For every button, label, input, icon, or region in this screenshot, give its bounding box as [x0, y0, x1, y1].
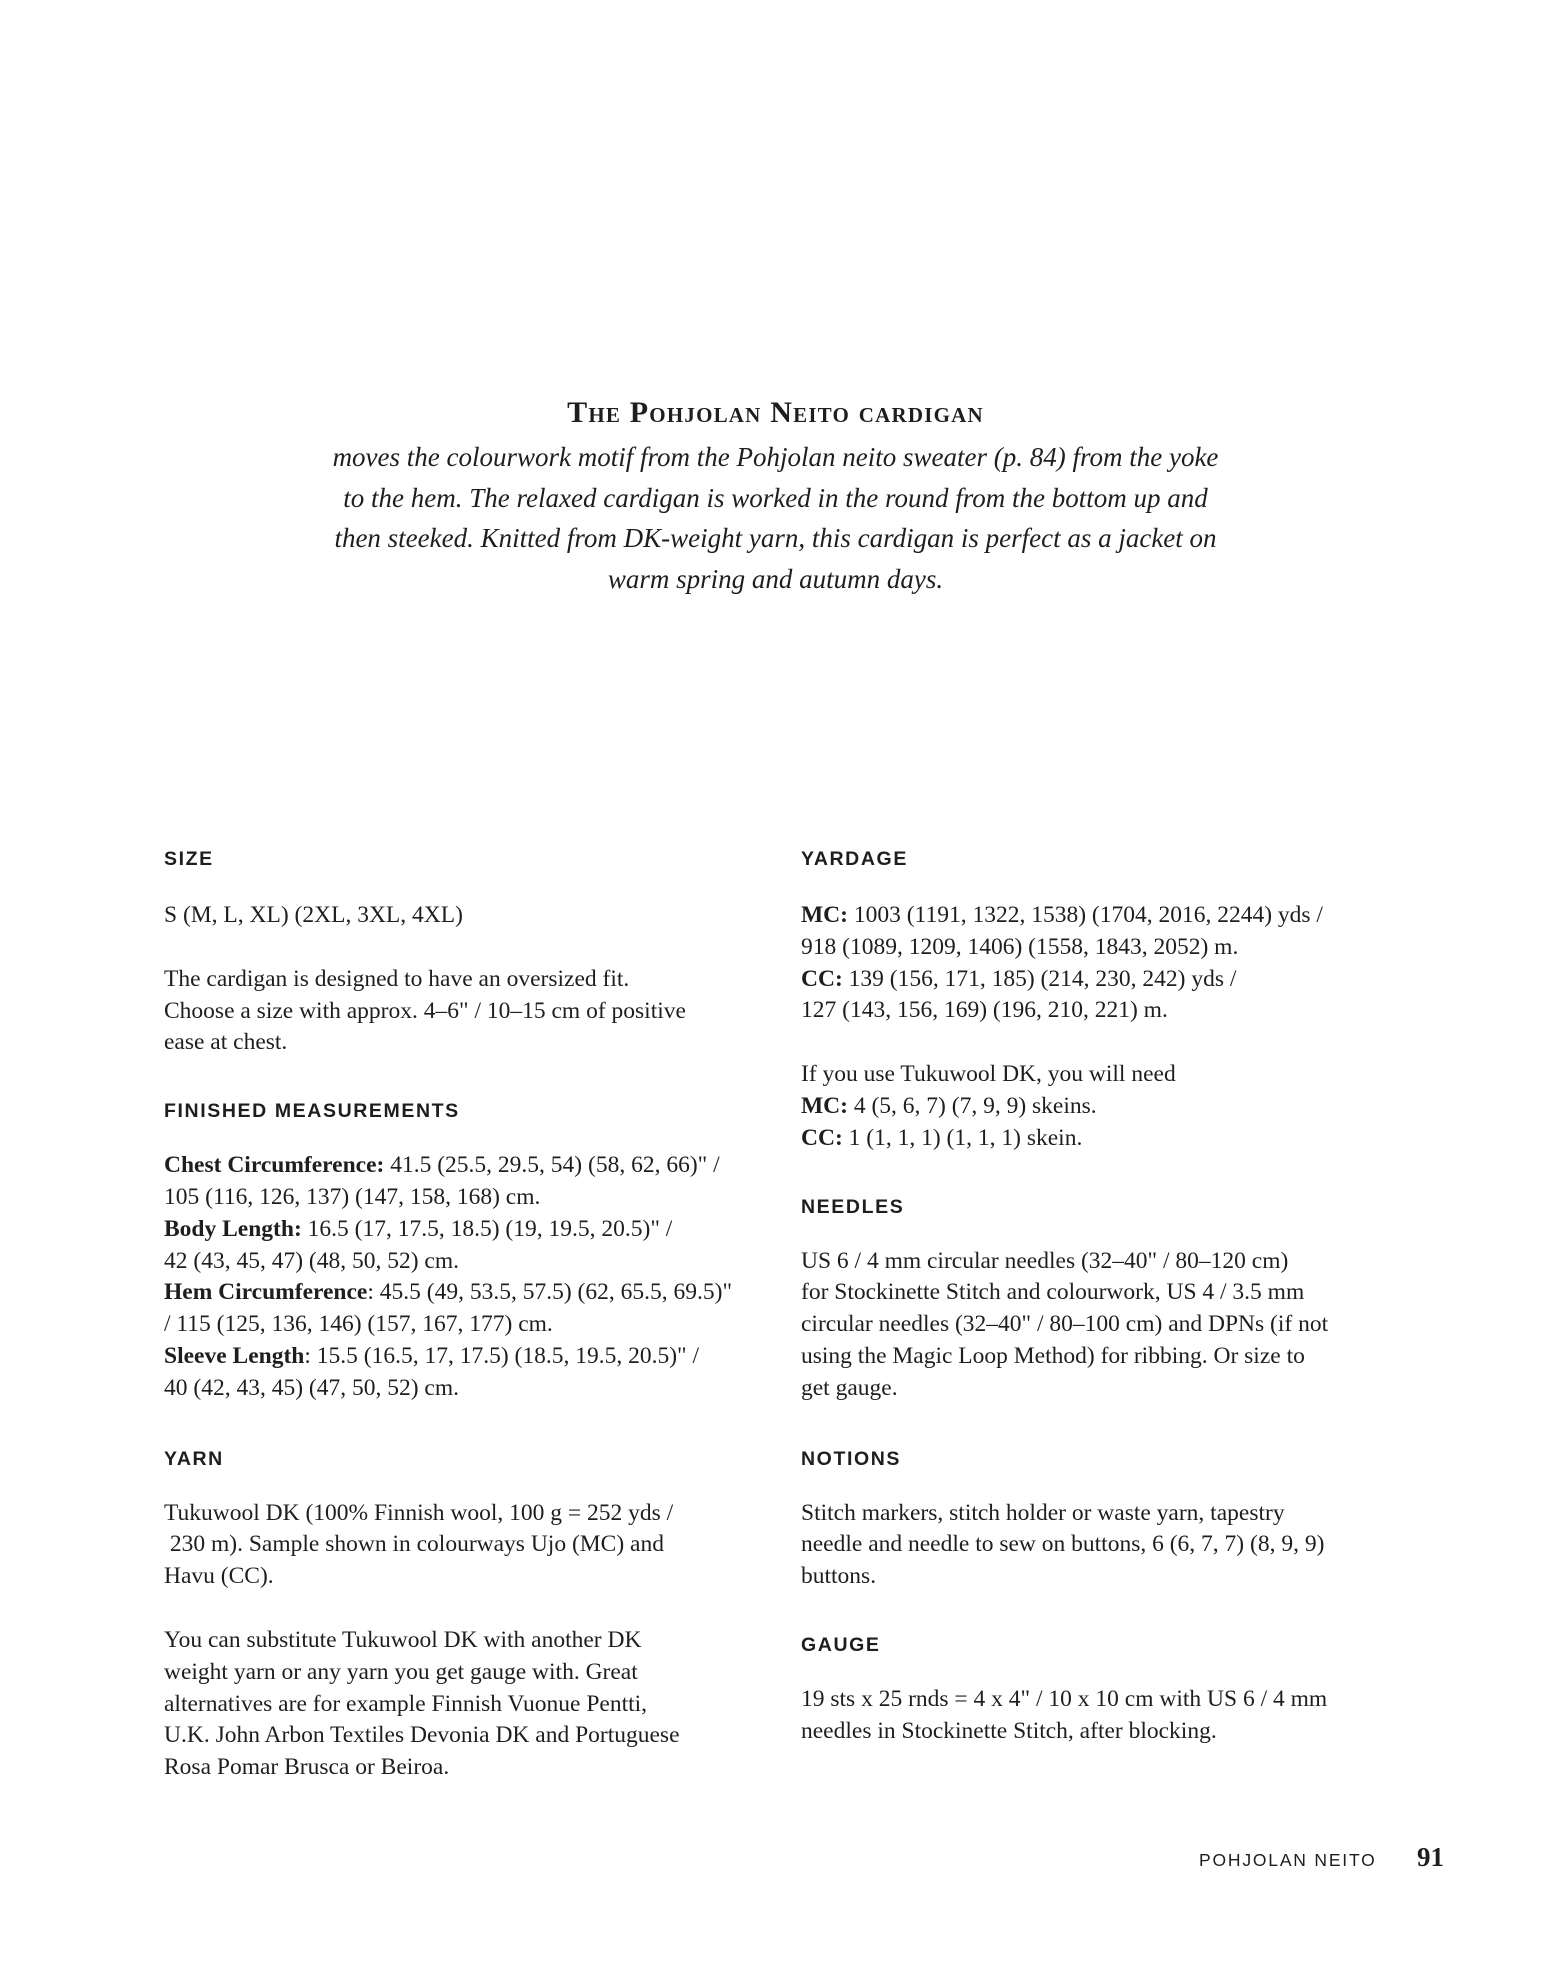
body-label: Body Length:: [164, 1215, 302, 1242]
intro-line: warm spring and autumn days.: [607, 563, 944, 594]
text-line: Rosa Pomar Brusca or Beiroa.: [164, 1754, 450, 1781]
text-line: for Stockinette Stitch and colourwork, US 4 / 3.5 mm: [801, 1279, 1305, 1306]
measurements-list: [164, 1150, 764, 1404]
mc-label: MC:: [801, 902, 848, 928]
size-list: S (M, L, XL) (2XL, 3XL, 4XL): [164, 902, 463, 928]
intro-block: [300, 393, 1251, 599]
text-line: Stitch markers, stitch holder or waste yarn, tapestry: [801, 1499, 1285, 1526]
text-line: using the Magic Loop Method) for ribbing. Or size to: [801, 1342, 1305, 1369]
text-line: 230 m). Sample shown in colourways Ujo (MC) and: [164, 1531, 664, 1558]
cc-label: CC:: [801, 1124, 843, 1151]
text-line: circular needles (32–40" / 80–100 cm) and DPNs (if not: [801, 1311, 1329, 1338]
intro-line: to the hem. The relaxed cardigan is worked in the round from the bottom up and: [343, 482, 1208, 513]
measurements-heading: FINISHED MEASUREMENTS: [164, 1100, 460, 1123]
chest-circumference-line: [164, 1150, 764, 1182]
intro-description: [300, 437, 1251, 599]
needles-description: [801, 1246, 1401, 1405]
hem-label: Hem Circumference: [164, 1279, 368, 1306]
yardage-heading: YARDAGE: [801, 848, 908, 870]
body-length-line: [164, 1214, 764, 1246]
text-line: U.K. John Arbon Textiles Devonia DK and Portuguese: [164, 1722, 680, 1749]
right-column: [801, 846, 1401, 1748]
mc-skeins-line: [801, 1091, 1401, 1123]
text-line: ease at chest.: [164, 1029, 288, 1056]
page-number: 91: [1417, 1842, 1444, 1872]
pattern-title: The Pohjolan Neito cardigan: [567, 396, 984, 429]
body-value: 16.5 (17, 17.5, 18.5) (19, 19.5, 20.5)" /: [301, 1215, 673, 1242]
sleeve-label: Sleeve Length: [164, 1342, 305, 1369]
cc-skeins-value: 1 (1, 1, 1) (1, 1, 1) skein.: [842, 1124, 1083, 1151]
text-line: 19 sts x 25 rnds = 4 x 4" / 10 x 10 cm with US 6 / 4 mm: [801, 1685, 1328, 1712]
mc-yardage-value: 1003 (1191, 1322, 1538) (1704, 2016, 2244) yds /: [847, 902, 1323, 928]
sleeve-value-cm: 40 (42, 43, 45) (47, 50, 52) cm.: [164, 1374, 460, 1401]
chest-label: Chest Circumference:: [164, 1152, 385, 1179]
running-footer: POHJOLAN NEITO: [1199, 1850, 1377, 1870]
hem-circumference-line: [164, 1277, 764, 1309]
needles-heading: NEEDLES: [801, 1195, 905, 1218]
mc-skeins-value: 4 (5, 6, 7) (7, 9, 9) skeins.: [847, 1092, 1097, 1119]
text-line: You can substitute Tukuwool DK with another DK: [164, 1626, 642, 1653]
hem-value-cm: / 115 (125, 136, 146) (157, 167, 177) cm.: [164, 1311, 553, 1338]
notions-description: [801, 1498, 1401, 1593]
body-value-cm: 42 (43, 45, 47) (48, 50, 52) cm.: [164, 1247, 460, 1274]
hem-value: : 45.5 (49, 53.5, 57.5) (62, 65.5, 69.5)": [367, 1279, 733, 1306]
text-line: Tukuwool DK (100% Finnish wool, 100 g = 252 yds /: [164, 1499, 674, 1526]
sleeve-value: : 15.5 (16.5, 17, 17.5) (18.5, 19.5, 20.5)" /: [304, 1342, 700, 1369]
sleeve-length-line: [164, 1341, 764, 1373]
text-line: If you use Tukuwool DK, you will need: [801, 1061, 1176, 1088]
size-fit-note: [164, 964, 764, 1059]
notions-heading: NOTIONS: [801, 1447, 902, 1470]
text-line: needle and needle to sew on buttons, 6 (6, 7, 7) (8, 9, 9): [801, 1531, 1325, 1558]
intro-line: moves the colourwork motif from the Pohjolan neito sweater (p. 84) from the yoke: [332, 442, 1219, 472]
text-line: weight yarn or any yarn you get gauge with. Great: [164, 1658, 638, 1685]
yardage-skeins: [801, 1059, 1401, 1154]
text-line: alternatives are for example Finnish Vuonue Pentti,: [164, 1690, 648, 1717]
chest-value: 41.5 (25.5, 29.5, 54) (58, 62, 66)" /: [384, 1152, 720, 1179]
cc-skeins-line: [801, 1123, 1401, 1155]
text-line: needles in Stockinette Stitch, after blocking.: [801, 1717, 1217, 1744]
text-line: The cardigan is designed to have an oversized fit.: [164, 965, 630, 992]
cc-yardage-value: 139 (156, 171, 185) (214, 230, 242) yds /: [842, 965, 1237, 992]
yarn-heading: YARN: [164, 1447, 224, 1470]
intro-line: then steeked. Knitted from DK-weight yarn, this cardigan is perfect as a jacket on: [334, 523, 1217, 553]
text-line: get gauge.: [801, 1374, 898, 1401]
size-heading: SIZE: [164, 848, 214, 870]
cc-yardage-line: [801, 964, 1401, 996]
text-line: Havu (CC).: [164, 1563, 274, 1590]
yardage-amounts: [801, 900, 1401, 1027]
left-column: [164, 846, 764, 1784]
mc-label: MC:: [801, 1092, 848, 1119]
yarn-description: [164, 1498, 764, 1593]
chest-value-cm: 105 (116, 126, 137) (147, 158, 168) cm.: [164, 1183, 541, 1210]
cc-yardage-meters: 127 (143, 156, 169) (196, 210, 221) m.: [801, 997, 1168, 1024]
text-line: Choose a size with approx. 4–6" / 10–15 cm of positive: [164, 997, 686, 1024]
text-line: buttons.: [801, 1563, 877, 1590]
yarn-substitutes: [164, 1625, 764, 1784]
mc-yardage-line: [801, 900, 1401, 932]
gauge-heading: GAUGE: [801, 1633, 881, 1656]
mc-yardage-meters: 918 (1089, 1209, 1406) (1558, 1843, 2052) m.: [801, 933, 1239, 960]
cc-label: CC:: [801, 965, 843, 992]
gauge-description: [801, 1684, 1401, 1748]
text-line: US 6 / 4 mm circular needles (32–40" / 80–120 cm): [801, 1247, 1289, 1274]
